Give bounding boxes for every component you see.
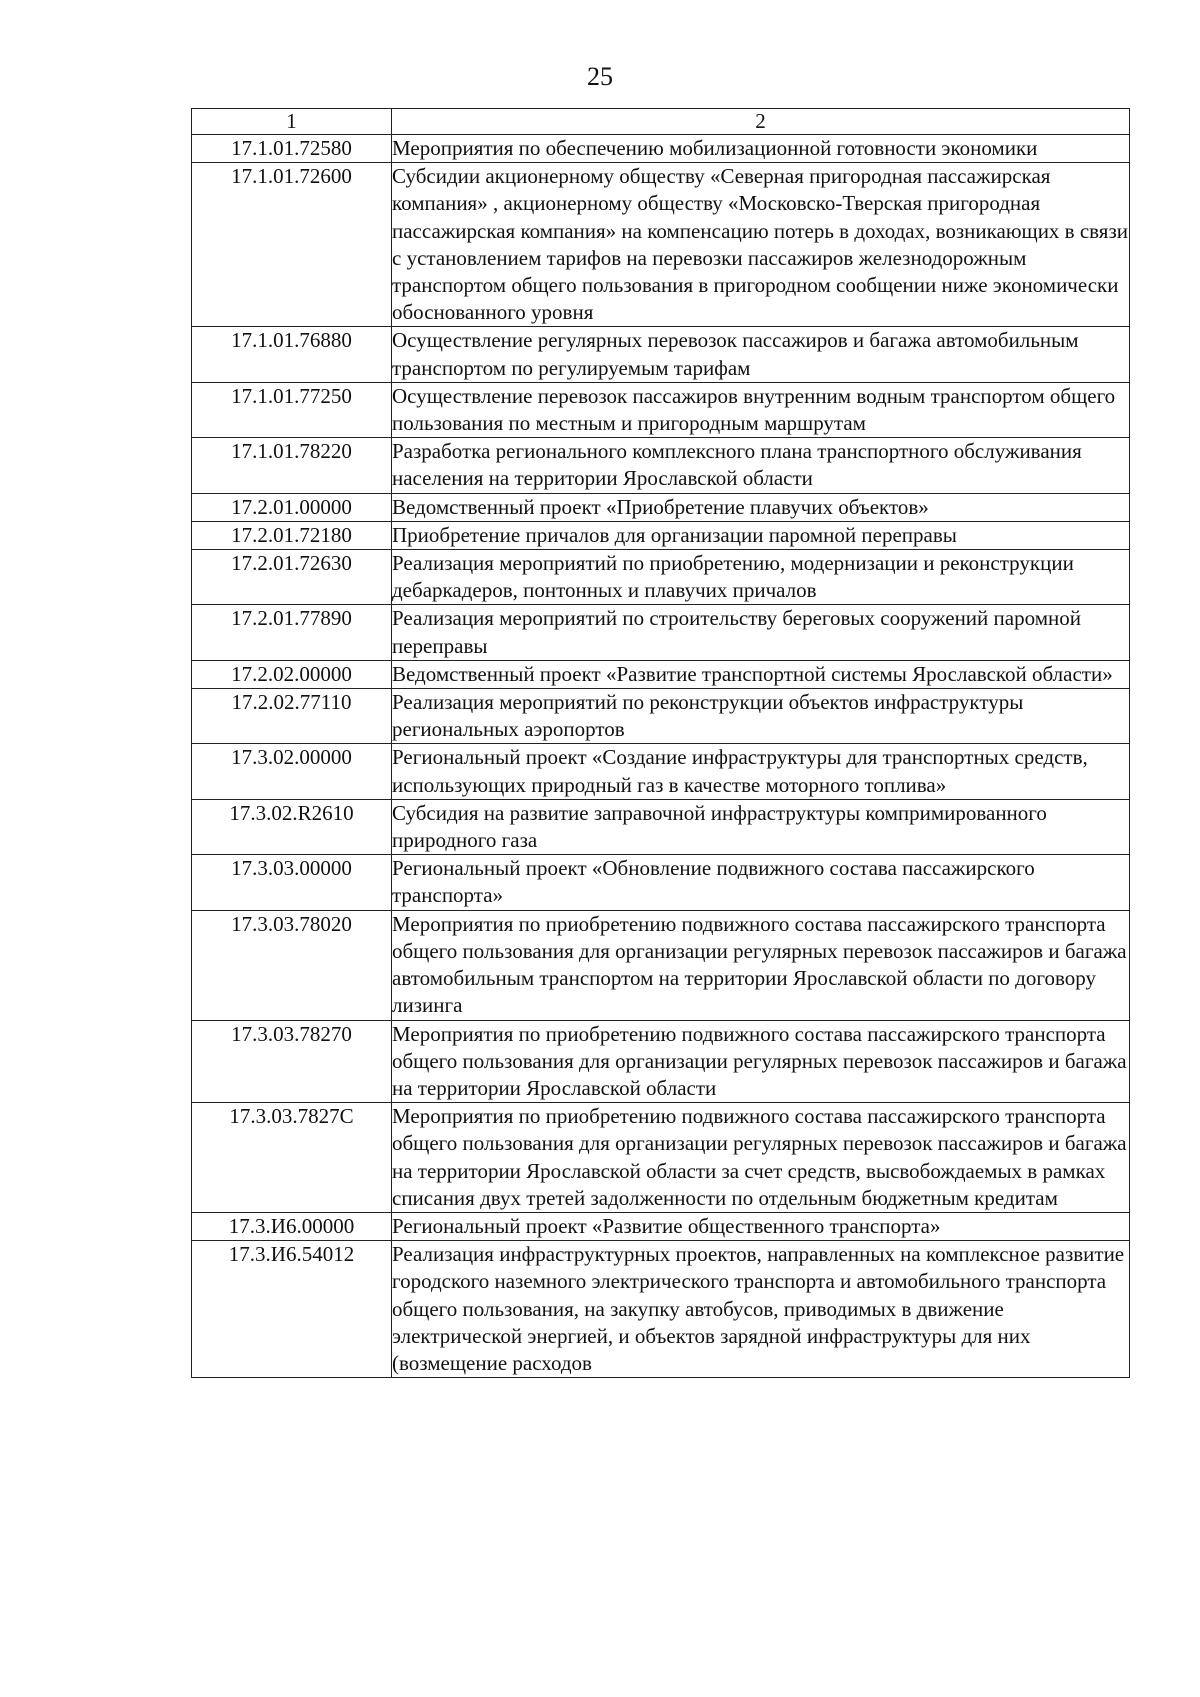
table-row: [192, 135, 1130, 163]
row-code: 17.1.01.77250: [192, 382, 392, 437]
table-row: [192, 660, 1130, 688]
row-code: 17.2.02.00000: [192, 660, 392, 688]
table-row: [192, 550, 1130, 605]
row-code: 17.1.01.78220: [192, 438, 392, 493]
row-code: 17.3.И6.00000: [192, 1212, 392, 1240]
row-description: Реализация мероприятий по приобретению, модернизации и реконструкции дебаркадеров, понтонных и плавучих причалов: [392, 550, 1130, 605]
row-code: 17.1.01.76880: [192, 327, 392, 382]
table-body: [192, 135, 1130, 1378]
table-row: [192, 493, 1130, 521]
page-number: 25: [587, 62, 613, 91]
table-row: [192, 521, 1130, 549]
table-row: [192, 327, 1130, 382]
row-description: Приобретение причалов для организации паромной переправы: [392, 521, 1130, 549]
table-row: [192, 1212, 1130, 1240]
row-code: 17.2.01.00000: [192, 493, 392, 521]
table-row: [192, 689, 1130, 744]
table-row: [192, 744, 1130, 799]
budget-classification-table: [191, 108, 1130, 1378]
row-code: 17.3.02.00000: [192, 744, 392, 799]
row-code: 17.2.01.72630: [192, 550, 392, 605]
column-header-code: 1: [192, 109, 392, 135]
row-description: Реализация мероприятий по реконструкции объектов инфраструктуры региональных аэропортов: [392, 689, 1130, 744]
row-code: 17.3.02.R2610: [192, 799, 392, 854]
row-description: Региональный проект «Обновление подвижного состава пассажирского транспорта»: [392, 855, 1130, 910]
table-row: [192, 1241, 1130, 1378]
row-code: 17.3.И6.54012: [192, 1241, 392, 1378]
table-row: [192, 163, 1130, 327]
row-description: Региональный проект «Создание инфраструктуры для транспортных средств, использующих природный газ в качестве моторного топлива»: [392, 744, 1130, 799]
table-row: [192, 1020, 1130, 1103]
table-row: [192, 799, 1130, 854]
row-code: 17.3.03.00000: [192, 855, 392, 910]
row-code: 17.1.01.72600: [192, 163, 392, 327]
row-description: Реализация инфраструктурных проектов, направленных на комплексное развитие городского наземного электрического транспорта и автомобильного транспорта общего пользования, на закупку автобусов, приводимых в движение электрической энергией, и объектов зарядной инфраструктуры для них (возмещение расходов: [392, 1241, 1130, 1378]
table-row: [192, 910, 1130, 1020]
row-code: 17.1.01.72580: [192, 135, 392, 163]
table-row: [192, 438, 1130, 493]
row-code: 17.3.03.78020: [192, 910, 392, 1020]
row-code: 17.2.02.77110: [192, 689, 392, 744]
row-code: 17.3.03.7827С: [192, 1103, 392, 1213]
row-description: Осуществление регулярных перевозок пассажиров и багажа автомобильным транспортом по регулируемым тарифам: [392, 327, 1130, 382]
row-code: 17.2.01.72180: [192, 521, 392, 549]
row-description: Реализация мероприятий по строительству береговых сооружений паромной переправы: [392, 605, 1130, 660]
row-code: 17.3.03.78270: [192, 1020, 392, 1103]
row-description: Ведомственный проект «Приобретение плавучих объектов»: [392, 493, 1130, 521]
row-code: 17.2.01.77890: [192, 605, 392, 660]
row-description: Мероприятия по приобретению подвижного состава пассажирского транспорта общего пользования для организации регулярных перевозок пассажиров и багажа на территории Ярославской области: [392, 1020, 1130, 1103]
column-header-description: 2: [392, 109, 1130, 135]
table-row: [192, 605, 1130, 660]
table-row: [192, 855, 1130, 910]
row-description: Мероприятия по обеспечению мобилизационной готовности экономики: [392, 135, 1130, 163]
table-row: [192, 382, 1130, 437]
row-description: Ведомственный проект «Развитие транспортной системы Ярославской области»: [392, 660, 1130, 688]
table-row: [192, 1103, 1130, 1213]
row-description: Субсидии акционерному обществу «Северная пригородная пассажирская компания» , акционерному обществу «Московско-Тверская пригородная пассажирская компания» на компенсацию потерь в доходах, возникающих в связи с установлением тарифов на перевозки пассажиров железнодорожным транспортом общего пользования в пригородном сообщении ниже экономически обоснованного уровня: [392, 163, 1130, 327]
row-description: Региональный проект «Развитие общественного транспорта»: [392, 1212, 1130, 1240]
table-header-row: [192, 109, 1130, 135]
row-description: Субсидия на развитие заправочной инфраструктуры компримированного природного газа: [392, 799, 1130, 854]
row-description: Осуществление перевозок пассажиров внутренним водным транспортом общего пользования по местным и пригородным маршрутам: [392, 382, 1130, 437]
row-description: Мероприятия по приобретению подвижного состава пассажирского транспорта общего пользования для организации регулярных перевозок пассажиров и багажа автомобильным транспортом на территории Ярославской области по договору лизинга: [392, 910, 1130, 1020]
row-description: Разработка регионального комплексного плана транспортного обслуживания населения на территории Ярославской области: [392, 438, 1130, 493]
row-description: Мероприятия по приобретению подвижного состава пассажирского транспорта общего пользования для организации регулярных перевозок пассажиров и багажа на территории Ярославской области за счет средств, высвобождаемых в рамках списания двух третей задолженности по отдельным бюджетным кредитам: [392, 1103, 1130, 1213]
